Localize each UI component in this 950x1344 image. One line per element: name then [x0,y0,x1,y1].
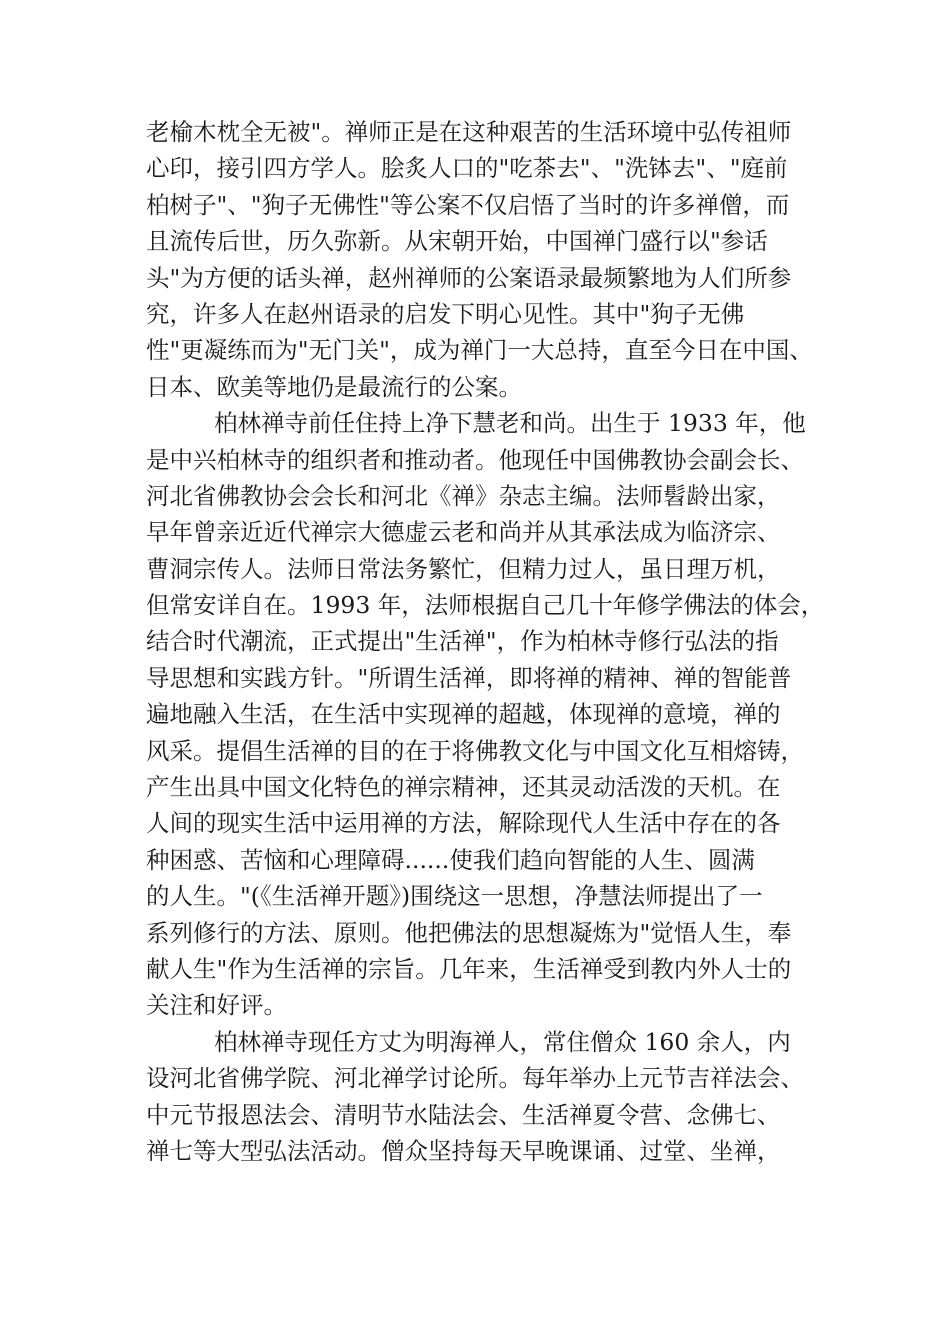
text-line: 结合时代潮流，正式提出"生活禅"，作为柏林寺修行弘法的指 [146,627,779,656]
text-line: 柏林禅寺前任住持上净下慧老和尚。出生于 1933 年，他 [214,409,806,438]
paragraph [146,405,846,1024]
text-line: 且流传后世，历久弥新。从宋朝开始，中国禅门盛行以"参话 [146,227,768,256]
paragraph [146,1024,846,1170]
document-body [146,114,846,1169]
text-line: 献人生"作为生活禅的宗旨。几年来，生活禅受到教内外人士的 [146,954,792,983]
text-line: 但常安详自在。1993 年，法师根据自己几十年修学佛法的体会， [146,591,825,620]
text-line: 人间的现实生活中运用禅的方法，解除现代人生活中存在的各 [146,809,781,838]
text-line: 产生出具中国文化特色的禅宗精神，还其灵动活泼的天机。在 [146,773,781,802]
text-line: 中元节报恩法会、清明节水陆法会、生活禅夏令营、念佛七、 [146,1100,781,1129]
text-line: 导思想和实践方针。"所谓生活禅，即将禅的精神、禅的智能普 [146,663,792,692]
text-line: 曹洞宗传人。法师日常法务繁忙，但精力过人，虽日理万机， [146,554,781,583]
text-line: 性"更凝练而为"无门关"，成为禅门一大总持，直至今日在中国、 [146,336,813,365]
text-line: 系列修行的方法、原则。他把佛法的思想凝炼为"觉悟人生，奉 [146,918,792,947]
text-line: 老榆木枕全无被"。禅师正是在这种艰苦的生活环境中弘传祖师 [146,118,792,146]
text-line: 关注和好评。 [146,991,287,1020]
text-line: 设河北省佛学院、河北禅学讨论所。每年举办上元节吉祥法会、 [146,1064,804,1093]
text-line: 河北省佛教协会会长和河北《禅》杂志主编。法师髫龄出家， [146,481,781,510]
text-line: 柏林禅寺现任方丈为明海禅人，常住僧众 160 余人，内 [214,1027,791,1056]
text-line: 遍地融入生活，在生活中实现禅的超越，体现禅的意境，禅的 [146,700,781,729]
text-line: 的人生。"(《生活禅开题》)围绕这一思想，净慧法师提出了一 [146,882,763,911]
text-line: 日本、欧美等地仍是最流行的公案。 [146,372,522,401]
text-line: 柏树子"、"狗子无佛性"等公案不仅启悟了当时的许多禅僧，而 [146,190,790,219]
text-line: 风采。提倡生活禅的目的在于将佛教文化与中国文化互相熔铸， [146,736,804,765]
text-line: 究，许多人在赵州语录的启发下明心见性。其中"狗子无佛 [146,299,745,328]
text-line: 头"为方便的话头禅，赵州禅师的公案语录最频繁地为人们所参 [146,263,792,292]
text-line: 种困惑、苦恼和心理障碍......使我们趋向智能的人生、圆满 [146,845,755,874]
text-line: 是中兴柏林寺的组织者和推动者。他现任中国佛教协会副会长、 [146,445,804,474]
text-line: 早年曾亲近近代禅宗大德虚云老和尚并从其承法成为临济宗、 [146,518,781,547]
text-line: 心印，接引四方学人。脍炙人口的"吃茶去"、"洗钵去"、"庭前 [146,154,788,183]
text-line: 禅七等大型弘法活动。僧众坚持每天早晚课诵、过堂、坐禅， [146,1136,781,1165]
paragraph [146,114,846,405]
